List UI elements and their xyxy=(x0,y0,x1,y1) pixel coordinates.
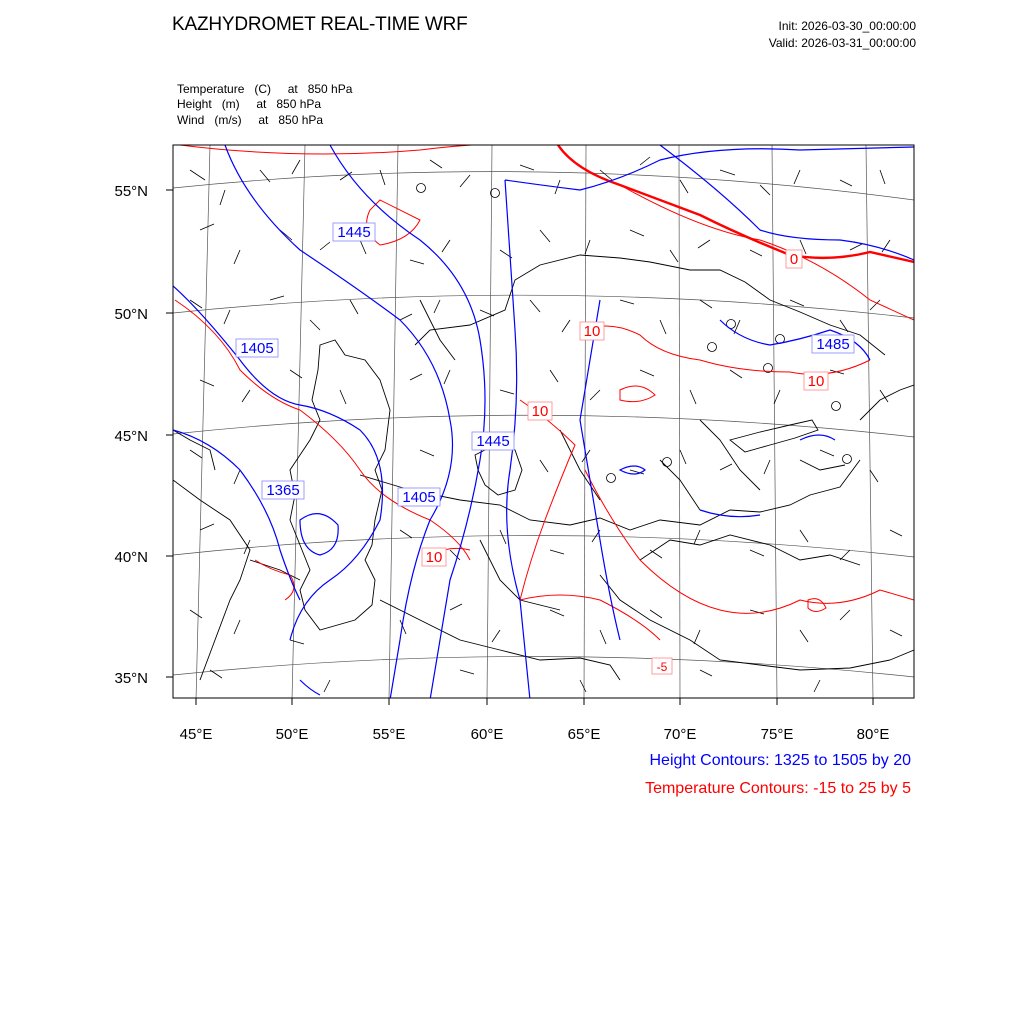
lon-tick-80: 80°E xyxy=(856,726,890,743)
height-label-1365: 1365 xyxy=(266,482,300,499)
valid-time: Valid: 2026-03-31_00:00:00 xyxy=(768,36,916,50)
lon-tick-55: 55°E xyxy=(372,726,406,743)
latitude-axis xyxy=(114,183,173,687)
field-temperature-label: Temperature (C) at 850 hPa xyxy=(177,82,353,96)
lat-tick-55: 55°N xyxy=(114,183,148,200)
lon-tick-70: 70°E xyxy=(663,726,697,743)
lon-tick-50: 50°E xyxy=(275,726,309,743)
lat-tick-35: 35°N xyxy=(114,670,148,687)
init-time: Init: 2026-03-30_00:00:00 xyxy=(778,19,916,33)
temp-label-minus5: -5 xyxy=(656,660,668,674)
temp-label-0: 0 xyxy=(789,251,799,268)
field-wind-label: Wind (m/s) at 850 hPa xyxy=(177,113,324,127)
height-label-1405: 1405 xyxy=(240,340,274,357)
temp-label-10-b: 10 xyxy=(807,373,825,390)
lat-tick-50: 50°N xyxy=(114,306,148,323)
map-background xyxy=(173,145,914,698)
lat-tick-45: 45°N xyxy=(114,428,148,445)
lon-tick-45: 45°E xyxy=(179,726,213,743)
lat-tick-40: 40°N xyxy=(114,549,148,566)
temp-label-10-c: 10 xyxy=(531,403,549,420)
lon-tick-75: 75°E xyxy=(760,726,794,743)
height-contour-legend: Height Contours: 1325 to 1505 by 20 xyxy=(649,752,911,769)
lon-tick-65: 65°E xyxy=(567,726,601,743)
height-label-1405-b: 1405 xyxy=(402,489,436,506)
lon-tick-60: 60°E xyxy=(470,726,504,743)
longitude-axis xyxy=(180,698,890,743)
chart-title: KAZHYDROMET REAL-TIME WRF xyxy=(172,14,468,35)
height-label-1445: 1445 xyxy=(337,224,371,241)
temperature-contour-legend: Temperature Contours: -15 to 25 by 5 xyxy=(645,780,911,797)
temp-label-10-a: 10 xyxy=(583,323,601,340)
height-label-1485: 1485 xyxy=(816,336,850,353)
temp-label-10-d: 10 xyxy=(425,549,443,566)
field-height-label: Height (m) at 850 hPa xyxy=(177,97,322,111)
height-label-1445-b: 1445 xyxy=(476,433,510,450)
